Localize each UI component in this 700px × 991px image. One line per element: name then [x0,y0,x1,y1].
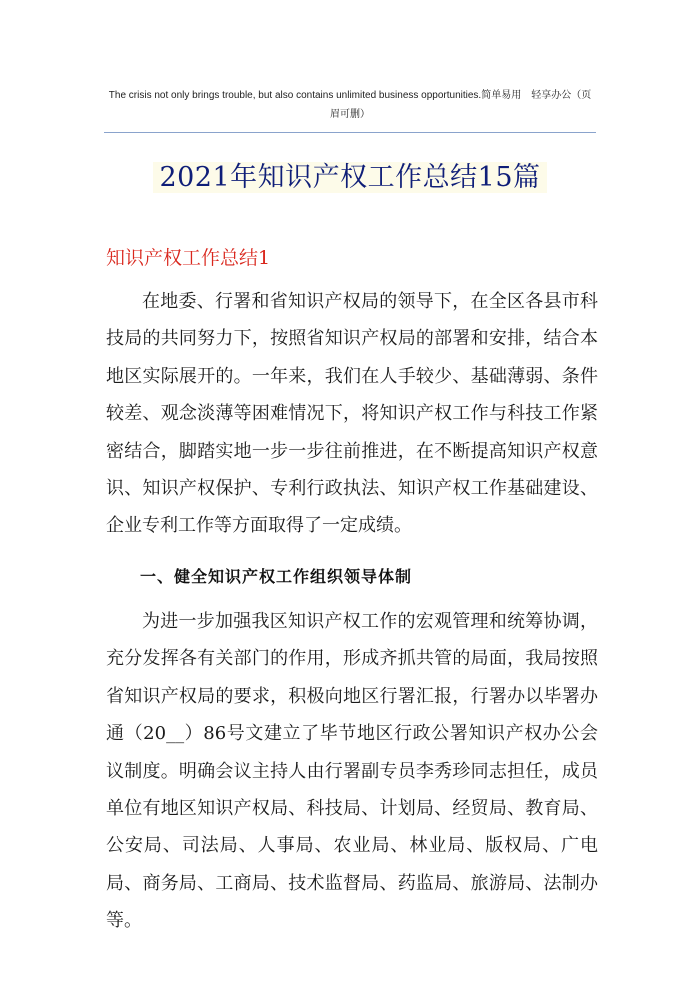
header-divider [104,132,596,133]
section-title: 知识产权工作总结1 [106,247,271,269]
document-title-text: 2021年知识产权工作总结15篇 [153,162,546,193]
page-header: The crisis not only brings trouble, but also contains unlimited business opportunities.简单易用 轻享办公（页眉可删） [108,90,592,120]
subheading-organization: 一、健全知识产权工作组织领导体制 [140,567,413,586]
paragraph-organization: 为进一步加强我区知识产权工作的宏观管理和统筹协调，充分发挥各有关部门的作用，形成齐抓共管的局面，我局按照省知识产权局的要求，积极向地区行署汇报，行署办以毕署办通（20__）86号文建立了毕节地区行政公署知识产权办公会议制度。明确会议主持人由行署副专员李秀珍同志担任，成员单位有地区知识产权局、科技局、计划局、经贸局、教育局、公安局、司法局、人事局、农业局、林业局、版权局、广电局、商务局、工商局、技术监督局、药监局、旅游局、法制办等。 [106,611,598,932]
document-title [0,152,700,204]
paragraph-intro: 在地委、行署和省知识产权局的领导下，在全区各县市科技局的共同努力下，按照省知识产权局的部署和安排，结合本地区实际展开的。一年来，我们在人手较少、基础薄弱、条件较差、观念淡薄等困难情况下，将知识产权工作与科技工作紧密结合，脚踏实地一步一步往前推进，在不断提高知识产权意识、知识产权保护、专利行政执法、知识产权工作基础建设、企业专利工作等方面取得了一定成绩。 [106,291,598,537]
